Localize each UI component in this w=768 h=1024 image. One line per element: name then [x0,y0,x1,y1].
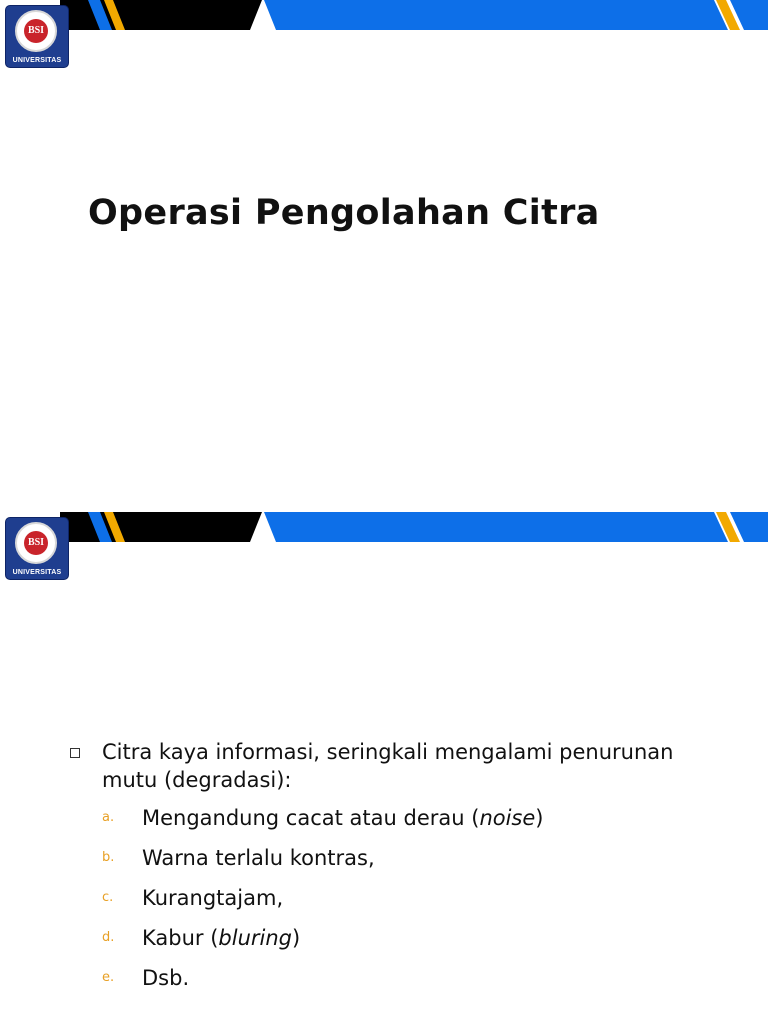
list-marker: e. [102,970,115,985]
main-bullet-text: Citra kaya informasi, seringkali mengalami penurunan mutu (degradasi): [102,740,674,792]
list-marker: a. [102,810,115,825]
list-marker: b. [102,850,115,865]
university-logo [5,517,69,580]
university-logo [5,5,69,68]
list-item-suffix: ) [292,926,301,950]
list-item-text: Kurangtajam, [142,886,284,910]
list-item-text: Dsb. [142,966,190,990]
sub-list [70,804,710,1004]
logo-emblem-mark: BSI [24,531,48,555]
logo-emblem-mark: BSI [24,19,48,43]
content-list [70,738,710,1004]
logo-label: UNIVERSITAS [12,57,62,64]
logo-emblem [15,522,57,564]
main-bullet [70,738,710,794]
list-item-suffix: ) [535,806,544,830]
logo-label: UNIVERSITAS [12,569,62,576]
list-item-text: Mengandung cacat atau derau ( [142,806,480,830]
top-banner [0,512,768,542]
list-item [70,804,710,844]
top-banner [0,0,768,30]
list-item [70,924,710,964]
list-item-text: Kabur ( [142,926,219,950]
list-item-italic: bluring [218,926,293,950]
list-item-text: Warna terlalu kontras, [142,846,375,870]
list-item-italic: noise [479,806,536,830]
list-item [70,844,710,884]
square-bullet-icon [70,748,80,758]
slide-title-text: Operasi Pengolahan Citra [88,193,600,233]
list-item [70,884,710,924]
list-marker: d. [102,930,115,945]
slide-content [0,512,768,1024]
list-marker: c. [102,890,114,905]
list-item [70,964,710,1004]
logo-emblem [15,10,57,52]
